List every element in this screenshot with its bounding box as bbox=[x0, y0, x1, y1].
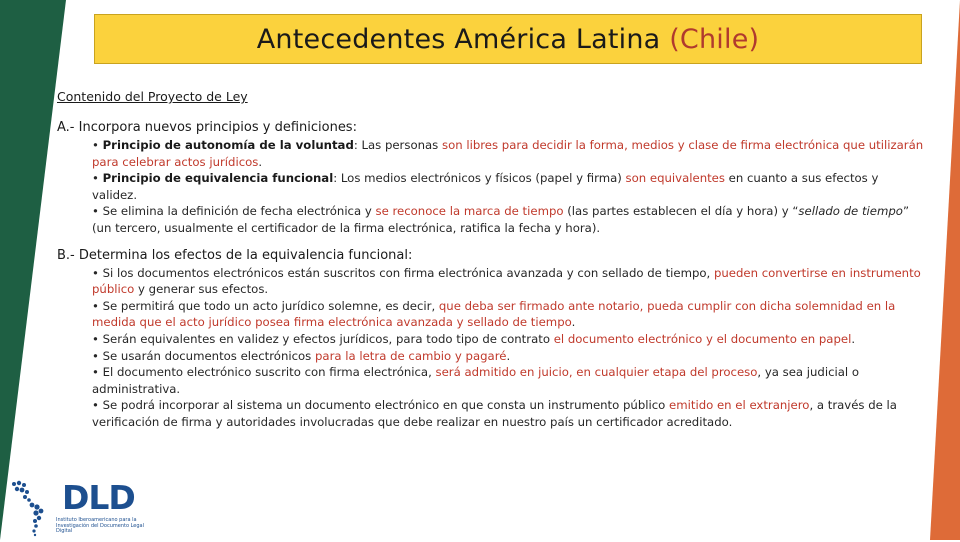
title-highlight: (Chile) bbox=[669, 23, 760, 55]
list-item: • Se elimina la definición de fecha electrónica y se reconoce la marca de tiempo (las partes establecen el día y hora) y “sellado de tiempo” (un tercero, usualmente el certificador de la firma electrónica, ratifica la fecha y hora). bbox=[92, 204, 910, 235]
list-item: • Se permitirá que todo un acto jurídico solemne, es decir, que deba ser firmado ante notario, pueda cumplir con dicha solemnidad en la medida que el acto jurídico posea firma electrónica avanzada y sellado de tiempo. bbox=[92, 298, 896, 330]
title-banner bbox=[94, 14, 922, 64]
list-item: • Serán equivalentes en validez y efectos jurídicos, para todo tipo de contrato el documento electrónico y el documento en papel. bbox=[92, 331, 856, 346]
americas-map-icon bbox=[8, 478, 56, 538]
list-item: • Si los documentos electrónicos están suscritos con firma electrónica avanzada y con sellado de tiempo, pueden convertirse en instrumento público y generar sus efectos. bbox=[92, 265, 921, 297]
logo-subtitle: Instituto Iberoamericano para la Investigación del Documento Legal Digital bbox=[56, 517, 145, 534]
dld-logo bbox=[8, 478, 163, 538]
slide-content bbox=[57, 88, 927, 441]
slide-title bbox=[257, 24, 759, 55]
title-main: Antecedentes América Latina bbox=[256, 23, 670, 55]
list-item: • El documento electrónico suscrito con firma electrónica, será admitido en juicio, en cualquier etapa del proceso, ya sea judicial o administrativa. bbox=[92, 365, 860, 396]
section-title: Contenido del Proyecto de Ley bbox=[57, 89, 248, 104]
logo-text: DLD bbox=[62, 478, 135, 517]
list-item: • Principio de equivalencia funcional: Los medios electrónicos y físicos (papel y firma) son equivalentes en cuanto a sus efectos y validez. bbox=[92, 171, 879, 202]
right-decorative-bar bbox=[930, 0, 960, 540]
list-item: • Se usarán documentos electrónicos para la letra de cambio y pagaré. bbox=[92, 348, 511, 363]
list-item: • Principio de autonomía de la voluntad: Las personas son libres para decidir la forma, medios y clase de firma electrónica que utilizarán para celebrar actos jurídicos. bbox=[92, 138, 924, 169]
section-a-list bbox=[92, 137, 927, 237]
list-item: • Se podrá incorporar al sistema un documento electrónico en que consta un instrumento público emitido en el extranjero, a través de la verificación de firma y autoridades involucradas que debe realizar en nuestro país un certificador acreditado. bbox=[92, 398, 897, 429]
section-b-list bbox=[92, 265, 927, 431]
section-a-heading: A.- Incorpora nuevos principios y definiciones: bbox=[57, 120, 357, 135]
section-b-heading: B.- Determina los efectos de la equivalencia funcional: bbox=[57, 247, 413, 263]
